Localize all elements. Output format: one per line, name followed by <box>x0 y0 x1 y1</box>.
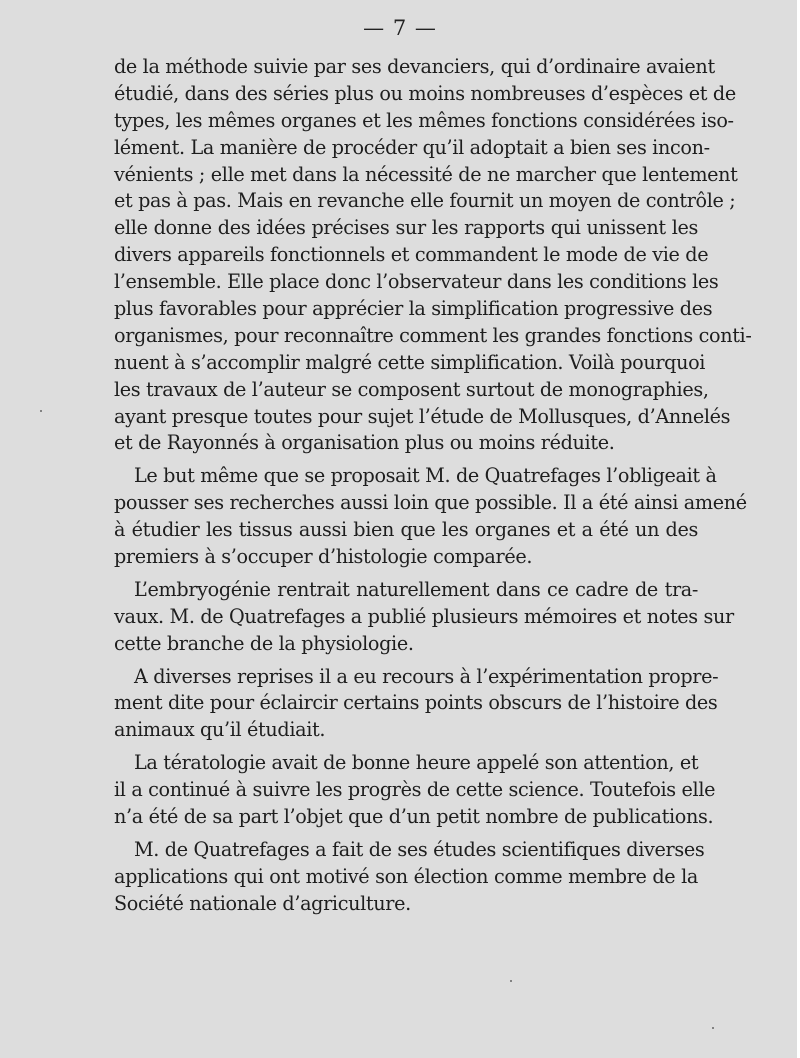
text-line: L’embryogénie rentrait naturellement dans ce cadre de tra- <box>134 577 698 601</box>
scan-speck <box>510 980 512 982</box>
scan-speck <box>40 410 42 412</box>
text-line: organismes, pour reconnaître comment les grandes fonctions conti- <box>114 323 752 347</box>
text-line: pousser ses recherches aussi loin que possible. Il a été ainsi amené <box>114 491 747 515</box>
text-line: les travaux de l’auteur se composent surtout de monographies, <box>114 377 709 401</box>
text-line: lément. La manière de procéder qu’il adoptait a bien ses incon- <box>114 135 710 159</box>
text-line: à étudier les tissus aussi bien que les organes et a été un des <box>114 518 698 542</box>
text-line: nuent à s’accomplir malgré cette simplification. Voilà pourquoi <box>114 350 706 374</box>
text-line: ment dite pour éclaircir certains points obscurs de l’histoire des <box>114 691 718 715</box>
paragraph-3 <box>114 577 734 658</box>
paragraph-2 <box>114 463 747 571</box>
text-line: A diverses reprises il a eu recours à l’expérimentation propre- <box>134 664 719 688</box>
page-number: — 7 — <box>363 16 437 40</box>
text-line: Société nationale d’agriculture. <box>114 891 411 915</box>
text-line: de la méthode suivie par ses devanciers, qui d’ordinaire avaient <box>114 55 715 78</box>
text-line: étudié, dans des séries plus ou moins nombreuses d’espèces et de <box>114 81 736 105</box>
paragraph-4 <box>114 664 719 745</box>
text-line: divers appareils fonctionnels et commandent le mode de vie de <box>114 243 709 267</box>
text-line: ayant presque toutes pour sujet l’étude de Mollusques, d’Annelés <box>114 404 731 428</box>
text-line: La tératologie avait de bonne heure appelé son attention, et <box>134 751 699 775</box>
text-line: vaux. M. de Quatrefages a publié plusieurs mémoires et notes sur <box>114 604 734 628</box>
scan-speck <box>712 1027 714 1029</box>
text-line: cette branche de la physiologie. <box>114 631 414 655</box>
text-line: vénients ; elle met dans la nécessité de ne marcher que lentement <box>114 162 738 186</box>
text-line: n’a été de sa part l’objet que d’un petit nombre de publications. <box>114 805 714 829</box>
paragraph-6 <box>114 837 705 918</box>
text-line: M. de Quatrefages a fait de ses études scientifiques diverses <box>134 837 705 861</box>
text-line: elle donne des idées précises sur les rapports qui unissent les <box>114 216 698 240</box>
text-line: applications qui ont motivé son élection comme membre de la <box>114 864 698 888</box>
text-line: plus favorables pour apprécier la simplification progressive des <box>114 297 713 321</box>
text-line: et pas à pas. Mais en revanche elle fournit un moyen de contrôle ; <box>114 189 736 213</box>
text-line: premiers à s’occuper d’histologie comparée. <box>114 545 533 569</box>
text-line: animaux qu’il étudiait. <box>114 718 326 742</box>
text-line: l’ensemble. Elle place donc l’observateur dans les conditions les <box>114 270 719 294</box>
text-line: et de Rayonnés à organisation plus ou moins réduite. <box>114 431 615 455</box>
body-text <box>114 54 752 918</box>
paragraph-1 <box>114 54 752 457</box>
text-line: il a continué à suivre les progrès de cette science. Toutefois elle <box>114 778 716 802</box>
paragraph-5 <box>114 750 716 831</box>
text-line: types, les mêmes organes et les mêmes fonctions considérées iso- <box>114 108 734 132</box>
text-line: Le but même que se proposait M. de Quatrefages l’obligeait à <box>134 464 717 488</box>
